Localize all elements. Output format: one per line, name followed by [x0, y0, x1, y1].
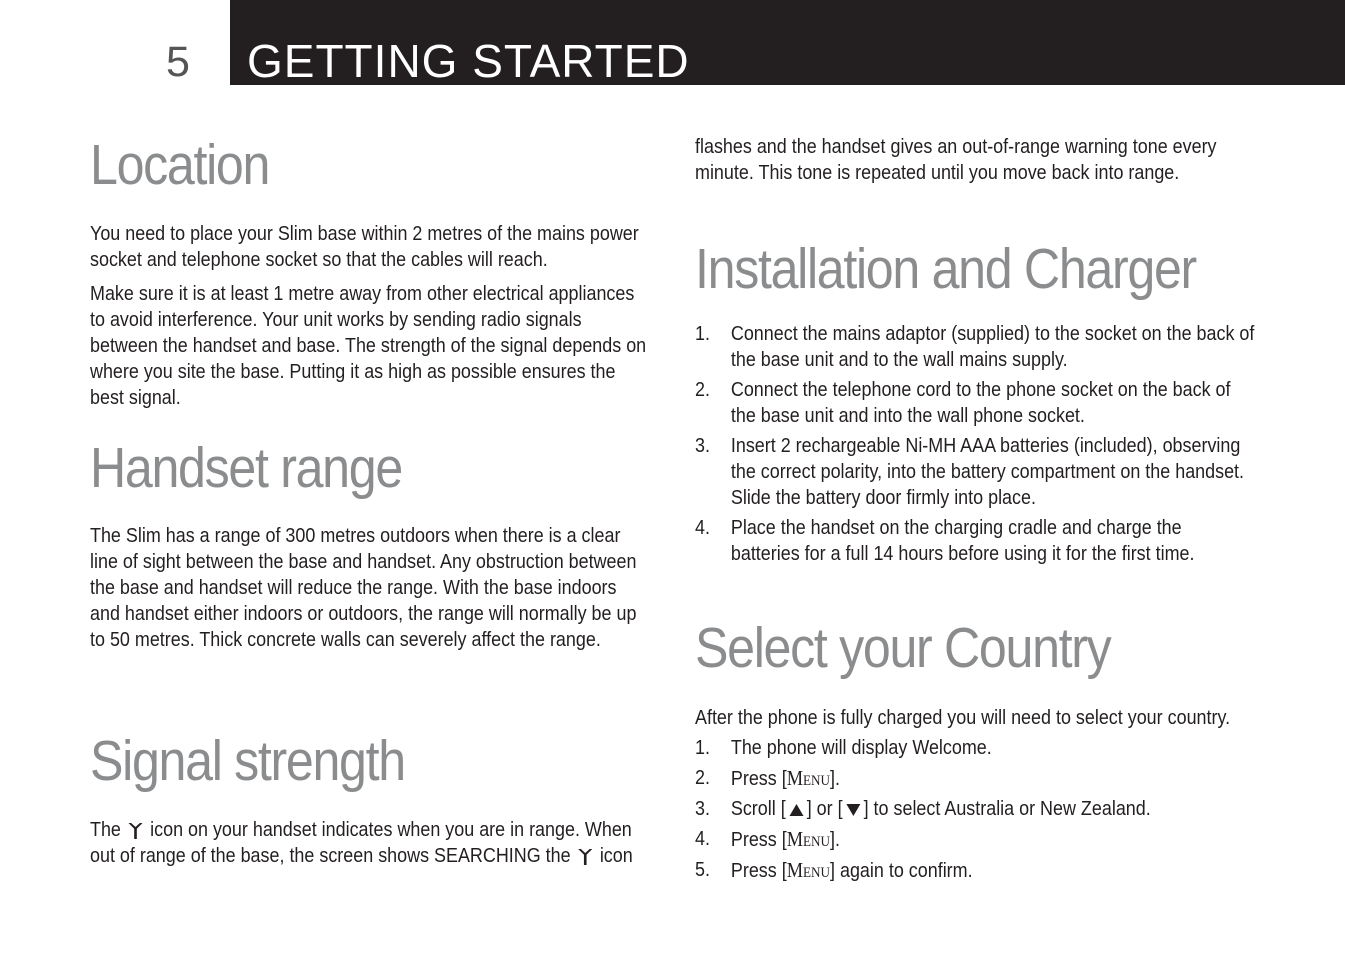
heading-select-country: Select your Country	[695, 616, 1111, 680]
installation-steps	[695, 321, 1255, 571]
location-paragraph-2: Make sure it is at least 1 metre away from other electrical appliances to avoid interference. Your unit works by sending radio signals between the handset and base. The strength of the signal depends on where you site the base. Putting it as high as possible ensures the best signal.	[90, 282, 647, 409]
signal-strength-continued: flashes and the handset gives an out-of-range warning tone every minute. This tone is repeated until you move back into range.	[695, 135, 1217, 184]
list-item: 2. Connect the telephone cord to the phone socket on the back of the base unit and into the wall phone socket.	[695, 378, 1231, 427]
down-arrow-icon	[846, 804, 860, 816]
signal-text-c: icon	[599, 844, 633, 867]
section-title: GETTING STARTED	[247, 35, 690, 87]
heading-location: Location	[90, 133, 270, 197]
handset-range-paragraph: The Slim has a range of 300 metres outdoors when there is a clear line of sight between the base and handset. Any obstruction between the base and handset will reduce the range. With the base indoors and handset either indoors or outdoors, the range will normally be up to 50 metres. Thick concrete walls can severely affect the range.	[90, 524, 637, 651]
signal-strength-paragraph	[90, 817, 650, 869]
antenna-icon	[128, 821, 144, 839]
list-item: 1. The phone will display Welcome.	[695, 736, 992, 759]
list-item: 5. Press [Menu] again to confirm.	[695, 858, 973, 882]
location-paragraph-1: You need to place your Slim base within 2 metres of the mains power socket and telephone socket so that the cables will reach.	[90, 222, 639, 271]
menu-key-label: Menu	[786, 827, 831, 851]
page-number: 5	[166, 38, 190, 86]
list-item: 1. Connect the mains adaptor (supplied) to the socket on the back of the base unit and to the wall mains supply.	[695, 322, 1255, 371]
heading-installation: Installation and Charger	[695, 237, 1196, 301]
menu-key-label: Menu	[786, 766, 831, 790]
list-item: 4. Place the handset on the charging cradle and charge the batteries for a full 14 hours before using it for the first time.	[695, 516, 1195, 565]
country-intro: After the phone is fully charged you will need to select your country.	[695, 706, 1231, 729]
list-item: 3. Insert 2 rechargeable Ni-MH AAA batteries (included), observing the correct polarity, into the battery compartment on the handset. Slide the battery door firmly into place.	[695, 434, 1245, 509]
up-arrow-icon	[789, 804, 803, 816]
list-item: 2. Press [Menu].	[695, 766, 840, 790]
list-item: 3. Scroll [ ] or [ ] to select Australia or New Zealand.	[695, 797, 1151, 820]
list-item: 4. Press [Menu].	[695, 827, 840, 851]
signal-text-b: icon on your handset indicates when you are in range. When out of range of the base, the screen shows SEARCHING the	[90, 818, 632, 867]
antenna-icon	[577, 847, 593, 865]
heading-signal-strength: Signal strength	[90, 729, 405, 793]
heading-handset-range: Handset range	[90, 436, 402, 500]
country-steps	[695, 735, 1255, 888]
signal-text-a: The	[90, 818, 121, 841]
header-bar	[230, 0, 1345, 85]
menu-key-label: Menu	[786, 858, 831, 882]
